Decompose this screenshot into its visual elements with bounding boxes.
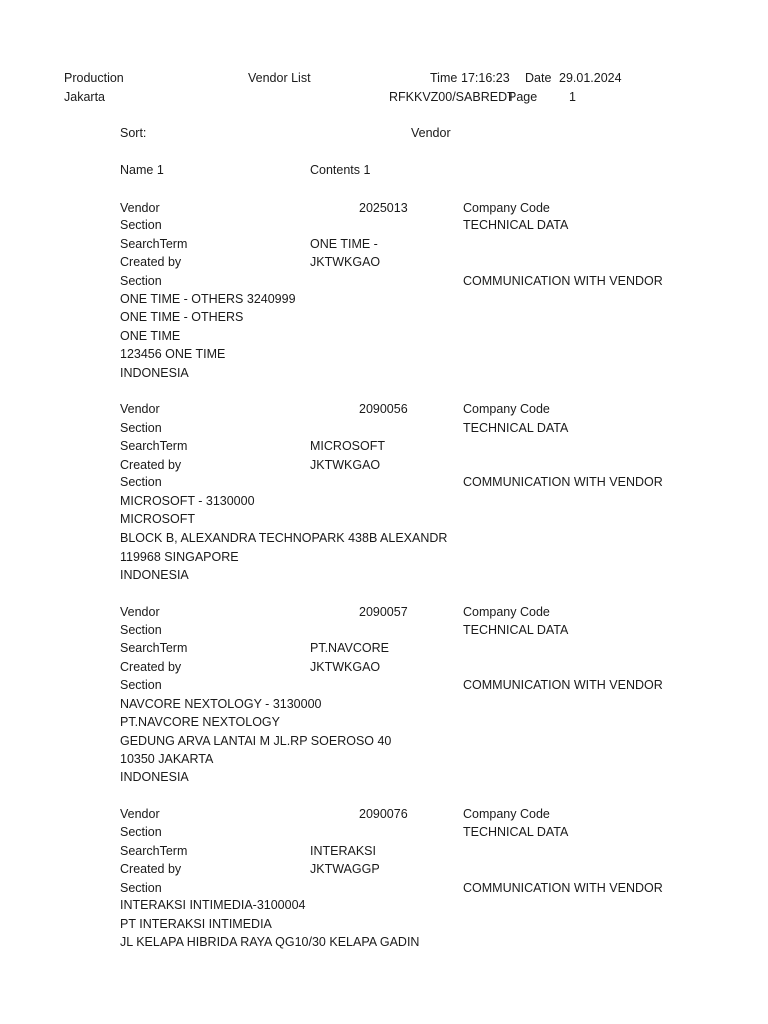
- address-line: ONE TIME - OTHERS: [120, 310, 244, 324]
- address-line: ONE TIME - OTHERS 3240999: [120, 292, 296, 306]
- created-by-value: JKTWKGAO: [310, 255, 381, 269]
- communication-label: COMMUNICATION WITH VENDOR: [463, 475, 663, 489]
- section-label: Section: [120, 218, 162, 232]
- vendor-number: 2090076: [359, 807, 408, 821]
- section-label: Section: [120, 678, 162, 692]
- company-code-label: Company Code: [463, 402, 550, 416]
- vendor-number: 2025013: [359, 201, 408, 215]
- address-line: BLOCK B, ALEXANDRA TECHNOPARK 438B ALEXANDR: [120, 531, 448, 545]
- vendor-number: 2090057: [359, 605, 408, 619]
- search-term-label: SearchTerm: [120, 844, 188, 858]
- created-by-label: Created by: [120, 862, 182, 876]
- vendor-label: Vendor: [120, 201, 160, 215]
- vendor-number: 2090056: [359, 402, 408, 416]
- section-label: Section: [120, 881, 162, 895]
- address-line: 123456 ONE TIME: [120, 347, 226, 361]
- date-value: 29.01.2024: [559, 71, 622, 85]
- communication-label: COMMUNICATION WITH VENDOR: [463, 881, 663, 895]
- time-value: 17:16:23: [461, 71, 510, 85]
- search-term-label: SearchTerm: [120, 641, 188, 655]
- communication-label: COMMUNICATION WITH VENDOR: [463, 274, 663, 288]
- company-code-label: Company Code: [463, 807, 550, 821]
- section-label: Section: [120, 475, 162, 489]
- sort-label: Sort:: [120, 126, 147, 140]
- section-label: Section: [120, 825, 162, 839]
- section-label: Section: [120, 421, 162, 435]
- time-label: Time: [430, 71, 458, 85]
- program-id: RFKKVZ00/SABREDT: [389, 90, 515, 104]
- technical-data-label: TECHNICAL DATA: [463, 825, 569, 839]
- search-term-value: PT.NAVCORE: [310, 641, 389, 655]
- address-line: PT INTERAKSI INTIMEDIA: [120, 917, 272, 931]
- address-line: MICROSOFT - 3130000: [120, 494, 255, 508]
- technical-data-label: TECHNICAL DATA: [463, 218, 569, 232]
- address-line: GEDUNG ARVA LANTAI M JL.RP SOEROSO 40: [120, 734, 392, 748]
- page-number: 1: [569, 90, 576, 104]
- created-by-value: JKTWAGGP: [310, 862, 380, 876]
- created-by-value: JKTWKGAO: [310, 660, 381, 674]
- technical-data-label: TECHNICAL DATA: [463, 623, 569, 637]
- search-term-label: SearchTerm: [120, 237, 188, 251]
- address-line: MICROSOFT: [120, 512, 195, 526]
- search-term-value: INTERAKSI: [310, 844, 376, 858]
- column-name-header: Name 1: [120, 163, 164, 177]
- section-label: Section: [120, 274, 162, 288]
- address-line: JL KELAPA HIBRIDA RAYA QG10/30 KELAPA GADIN: [120, 935, 420, 949]
- technical-data-label: TECHNICAL DATA: [463, 421, 569, 435]
- created-by-label: Created by: [120, 458, 182, 472]
- communication-label: COMMUNICATION WITH VENDOR: [463, 678, 663, 692]
- search-term-value: ONE TIME -: [310, 237, 378, 251]
- report-title: Vendor List: [248, 71, 311, 85]
- address-line: 119968 SINGAPORE: [120, 550, 239, 564]
- date-label: Date: [525, 71, 552, 85]
- address-line: 10350 JAKARTA: [120, 752, 214, 766]
- section-label: Section: [120, 623, 162, 637]
- address-line: PT.NAVCORE NEXTOLOGY: [120, 715, 280, 729]
- search-term-label: SearchTerm: [120, 439, 188, 453]
- location-name: Jakarta: [64, 90, 105, 104]
- created-by-label: Created by: [120, 255, 182, 269]
- created-by-value: JKTWKGAO: [310, 458, 381, 472]
- vendor-label: Vendor: [120, 402, 160, 416]
- address-line: INDONESIA: [120, 568, 189, 582]
- address-line: INTERAKSI INTIMEDIA-3100004: [120, 898, 306, 912]
- address-line: NAVCORE NEXTOLOGY - 3130000: [120, 697, 322, 711]
- created-by-label: Created by: [120, 660, 182, 674]
- column-contents-header: Contents 1: [310, 163, 371, 177]
- system-name: Production: [64, 71, 124, 85]
- vendor-label: Vendor: [120, 807, 160, 821]
- company-code-label: Company Code: [463, 201, 550, 215]
- address-line: INDONESIA: [120, 770, 189, 784]
- address-line: INDONESIA: [120, 366, 189, 380]
- search-term-value: MICROSOFT: [310, 439, 385, 453]
- company-code-label: Company Code: [463, 605, 550, 619]
- address-line: ONE TIME: [120, 329, 181, 343]
- vendor-label: Vendor: [120, 605, 160, 619]
- sort-value: Vendor: [411, 126, 451, 140]
- page-label: Page: [508, 90, 538, 104]
